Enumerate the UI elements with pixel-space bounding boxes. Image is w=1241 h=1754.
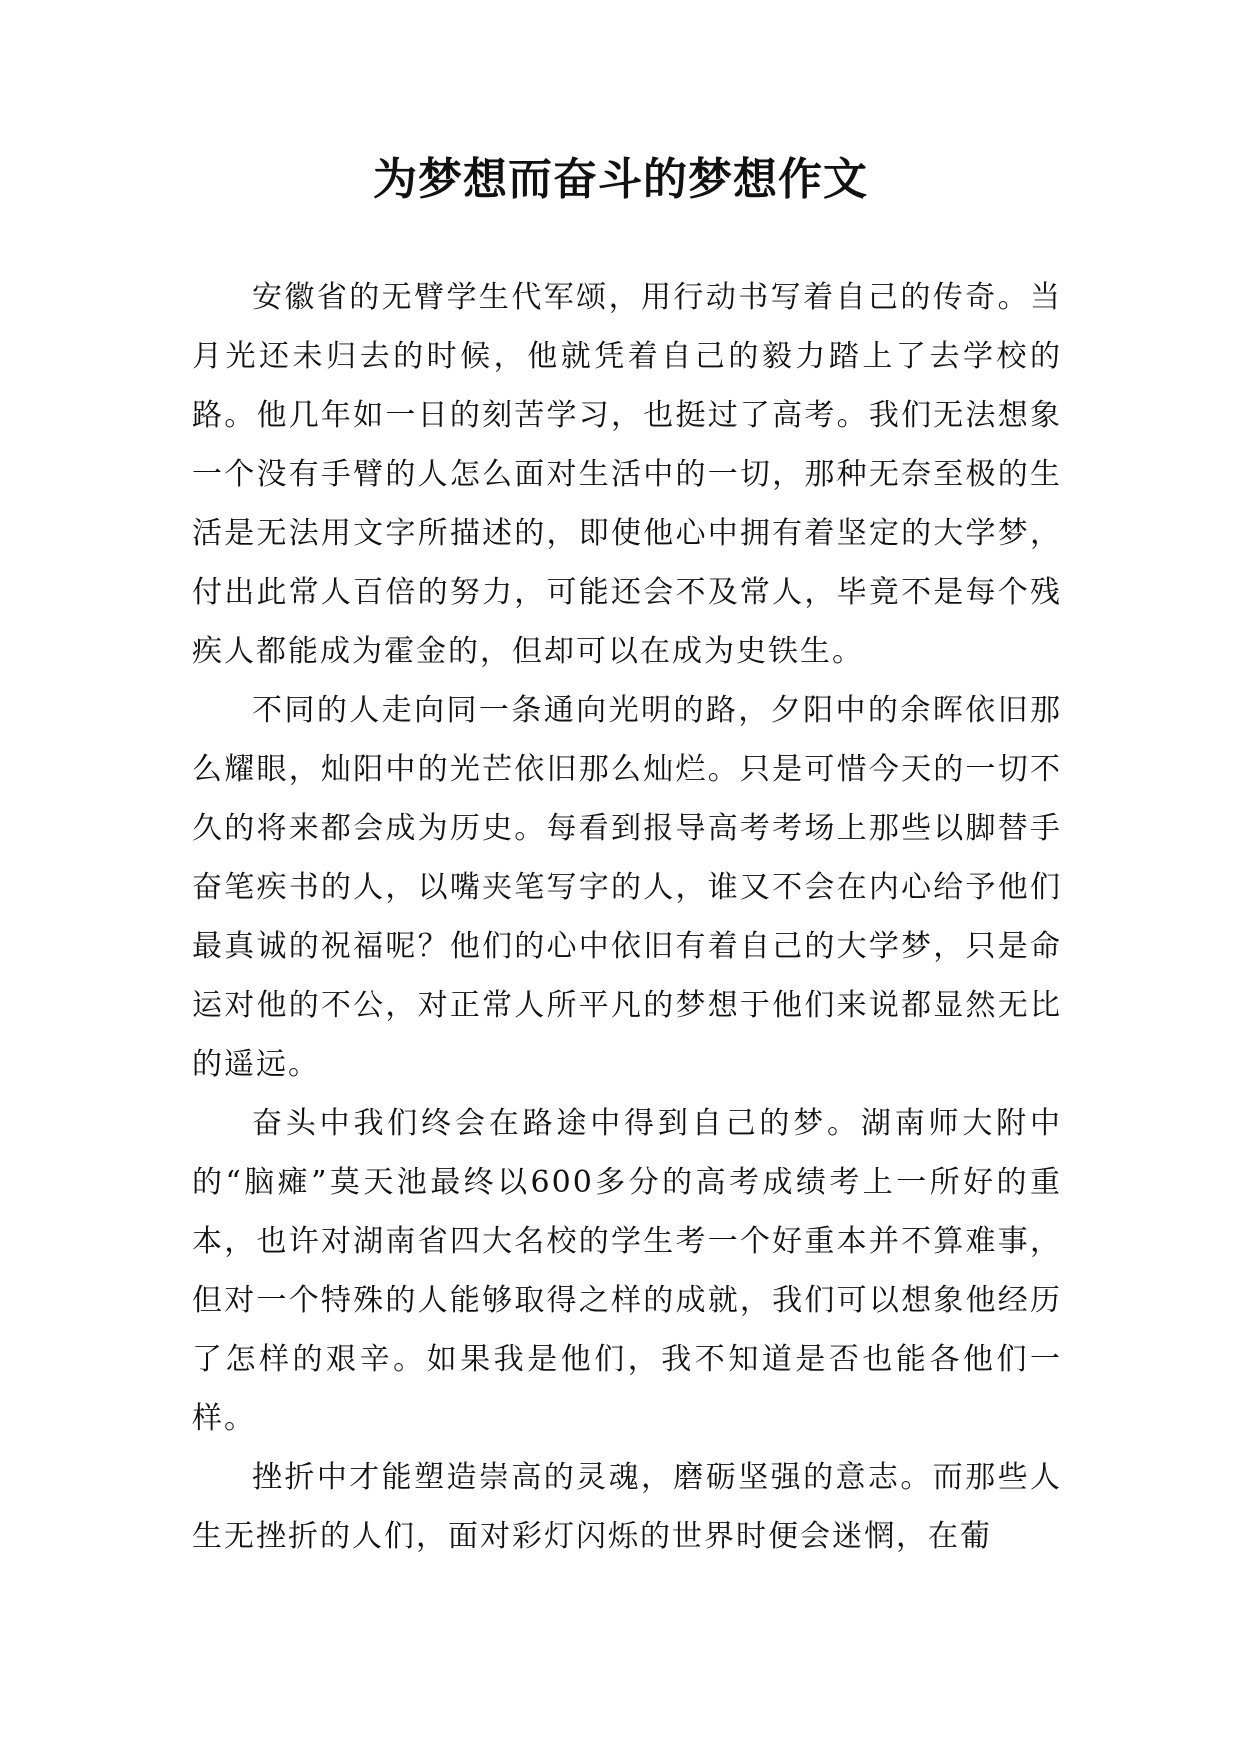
document-body [192,268,1062,1566]
paragraph-4: 挫折中才能塑造崇高的灵魂，磨砺坚强的意志。而那些人生无挫折的人们，面对彩灯闪烁的世界时便会迷惘，在葡 [192,1460,1062,1554]
paragraph-3: 奋头中我们终会在路途中得到自己的梦。湖南师大附中的“脑瘫”莫天池最终以600多分的高考成绩考上一所好的重本，也许对湖南省四大名校的学生考一个好重本并不算难事，但对一个特殊的人能够取得之样的成就，我们可以想象他经历了怎样的艰辛。如果我是他们，我不知道是否也能各他们一样。 [192,1106,1062,1436]
document-title: 为梦想而奋斗的梦想作文 [373,154,868,205]
paragraph-2: 不同的人走向同一条通向光明的路，夕阳中的余晖依旧那么耀眼，灿阳中的光芒依旧那么灿烂。只是可惜今天的一切不久的将来都会成为历史。每看到报导高考考场上那些以脚替手奋笔疾书的人，以嘴夹笔写字的人，谁又不会在内心给予他们最真诚的祝福呢？他们的心中依旧有着自己的大学梦，只是命运对他的不公，对正常人所平凡的梦想于他们来说都显然无比的遥远。 [192,693,1062,1082]
paragraph-1: 安徽省的无臂学生代军颂，用行动书写着自己的传奇。当月光还未归去的时候，他就凭着自己的毅力踏上了去学校的路。他几年如一日的刻苦学习，也挺过了高考。我们无法想象一个没有手臂的人怎么面对生活中的一切，那种无奈至极的生活是无法用文字所描述的，即使他心中拥有着坚定的大学梦，付出此常人百倍的努力，可能还会不及常人，毕竟不是每个残疾人都能成为霍金的，但却可以在成为史铁生。 [192,280,1062,669]
